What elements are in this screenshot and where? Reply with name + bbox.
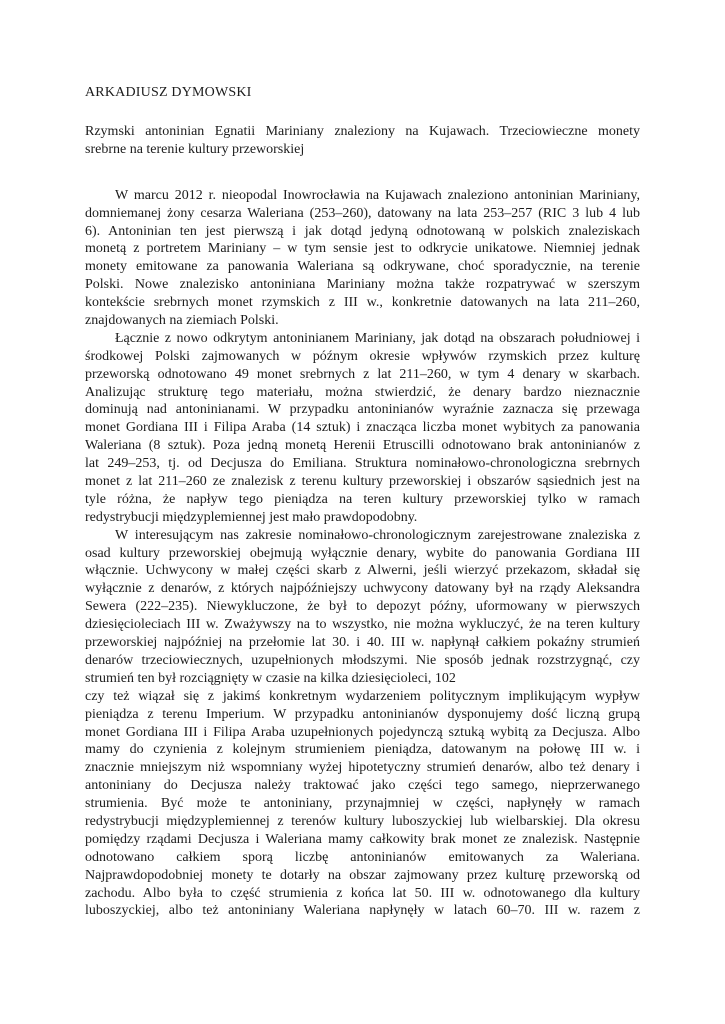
text-line: przeworską odnotowano 49 monet srebrnych z lat 211–260, w tym 4 denary w skarbach.: [85, 366, 640, 382]
text-line: antoniniany do Decjusza należy traktować jako części tego samego, nieprzerwanego: [85, 778, 640, 794]
text-line: czy też wiązał się z jakimś konkretnym wydarzeniem politycznym implikującym wypływ: [85, 688, 640, 704]
text-line: środkowej Polski zajmowanych w późnym okresie wpływów rzymskich przez kulturę: [85, 348, 640, 364]
text-line: dominują nad antoninianami. W przypadku antoninianów wyraźnie zaznacza się przewaga: [85, 402, 640, 418]
text-line: redystrybucji międzyplemiennej jest mało prawdopodobny.: [85, 509, 418, 525]
text-line: Sewera (222–235). Niewykluczone, że był to depozyt późny, uformowany w pierwszych: [85, 599, 640, 615]
paragraph: [85, 527, 640, 921]
text-line: kontekście srebrnych monet rzymskich z III w., konkretnie datowanych na lata 211–260,: [85, 295, 640, 311]
text-line: denarów trzeciowiecznych, uzupełnionych młodszymi. Nie sposób jednak rozstrzygnąć, czy: [85, 652, 640, 668]
text-line: Polski. Nowe znalezisko antoniniana Mariniany można także rozpatrywać w szerszym: [85, 277, 640, 293]
text-line: Waleriana (8 sztuk). Poza jedną monetą Herenii Etruscilli odnotowano brak antoninianów z: [85, 438, 640, 454]
author-name: ARKADIUSZ DYMOWSKI: [85, 85, 252, 100]
text-line: monet Gordiana III i Filipa Araba uzupełnionych pojedynczą sztuką wybitą za Decjusza. Albo: [85, 724, 640, 740]
text-line: pomiędzy rządami Decjusza i Waleriana mamy całkowity brak monet ze znalezisk. Następnie: [85, 831, 640, 847]
text-line: monet z lat 211–260 ze znalezisk z terenu kultury przeworskiej i obszarów sąsiednich jest na: [85, 474, 640, 490]
text-line: dziesięcioleciach III w. Zważywszy na to wszystko, nie można wykluczyć, że na teren kultury: [85, 617, 640, 633]
text-line: mamy do czynienia z kolejnym strumieniem pieniądza, datowanym na połowę III w. i: [85, 742, 640, 758]
text-line: odnotowano całkiem sporą liczbę antoninianów emitowanych za Waleriana.: [85, 849, 640, 865]
text-line: redystrybucji międzyplemiennej z terenów kultury luboszyckiej lub wielbarskiej. Dla okresu: [85, 813, 640, 829]
document-content: [85, 84, 640, 920]
text-line: pieniądza z terenu Imperium. W przypadku antoninianów dysponujemy dość liczną grupą: [85, 706, 640, 722]
text-line: Łącznie z nowo odkrytym antoninianem Mariniany, jak dotąd na obszarach południowej i: [115, 330, 640, 346]
text-line: strumień ten był rozciągnięty w czasie na kilka dziesięcioleci, 102: [85, 670, 456, 686]
text-line: monety emitowane za panowania Waleriana są odkrywane, choć sporadycznie, na terenie: [85, 259, 640, 275]
text-line: wyłącznie z denarów, z których najpóźniejszy uchwycony datowany był na rządy Aleksandra: [85, 581, 640, 597]
text-line: monet Gordiana III i Filipa Araba (14 sztuk) i znacząca liczba monet wybitych za panowania: [85, 420, 640, 436]
text-line: Analizując strukturę tego materiału, można stwierdzić, że denary bardzo nieznacznie: [85, 384, 640, 400]
text-line: monetą z portretem Mariniany – w tym sensie jest to odkrycie unikatowe. Niemniej jednak: [85, 241, 640, 257]
text-line: W interesującym nas zakresie nominałowo-chronologicznym zarejestrowane znaleziska z: [115, 527, 640, 543]
text-line: włącznie. Uchwycony w małej części skarb z Alwerni, jeśli wierzyć przekazom, składał się: [85, 563, 640, 579]
text-line: luboszyckiej, albo też antoniniany Waleriana napłynęły w latach 60–70. III w. razem z: [85, 903, 640, 919]
text-line: lat 249–253, tj. od Decjusza do Emiliana. Struktura nominałowo-chronologiczna srebrnych: [85, 456, 640, 472]
text-line: Rzymski antoninian Egnatii Mariniany znaleziony na Kujawach. Trzeciowieczne monety: [85, 124, 640, 139]
text-line: Najprawdopodobniej monety te dotarły na obszar zajmowany przez kulturę przeworską od: [85, 867, 640, 883]
text-line: zachodu. Albo była to część strumienia z końca lat 50. III w. odnotowanego dla kultury: [85, 885, 640, 901]
text-line: znajdowanych na ziemiach Polski.: [85, 313, 279, 329]
text-line: tyle różna, że napływ tego pieniądza na teren kultury przeworskiej tylko w ramach: [85, 491, 640, 507]
text-line: domniemanej żony cesarza Waleriana (253–260), datowany na lata 253–257 (RIC 3 lub 4 lub: [85, 205, 640, 221]
title-block: [85, 123, 640, 159]
text-line: przeworskiej najpóźniej na przełomie lat 30. i 40. III w. napłynął całkiem pokaźny strumień: [85, 635, 640, 651]
text-line: W marcu 2012 r. nieopodal Inowrocławia na Kujawach znaleziono antoninian Mariniany,: [115, 187, 640, 203]
text-line: strumienia. Być może te antoniniany, przynajmniej w części, napłynęły w ramach: [85, 796, 640, 812]
text-line: znacznie mniejszym niż wspomniany wyżej hipotetyczny strumień denarów, albo też denary i: [85, 760, 640, 776]
text-line: osad kultury przeworskiej obejmują wyłącznie denary, wybite do panowania Gordiana III: [85, 545, 640, 561]
paragraph: [85, 330, 640, 527]
text-line: srebrne na terenie kultury przeworskiej: [85, 141, 305, 157]
text-line: 6). Antoninian ten jest pierwszą i jak dotąd jedyną odnotowaną w polskich znaleziskach: [85, 223, 640, 239]
document-body: [85, 187, 640, 921]
paragraph: [85, 187, 640, 330]
